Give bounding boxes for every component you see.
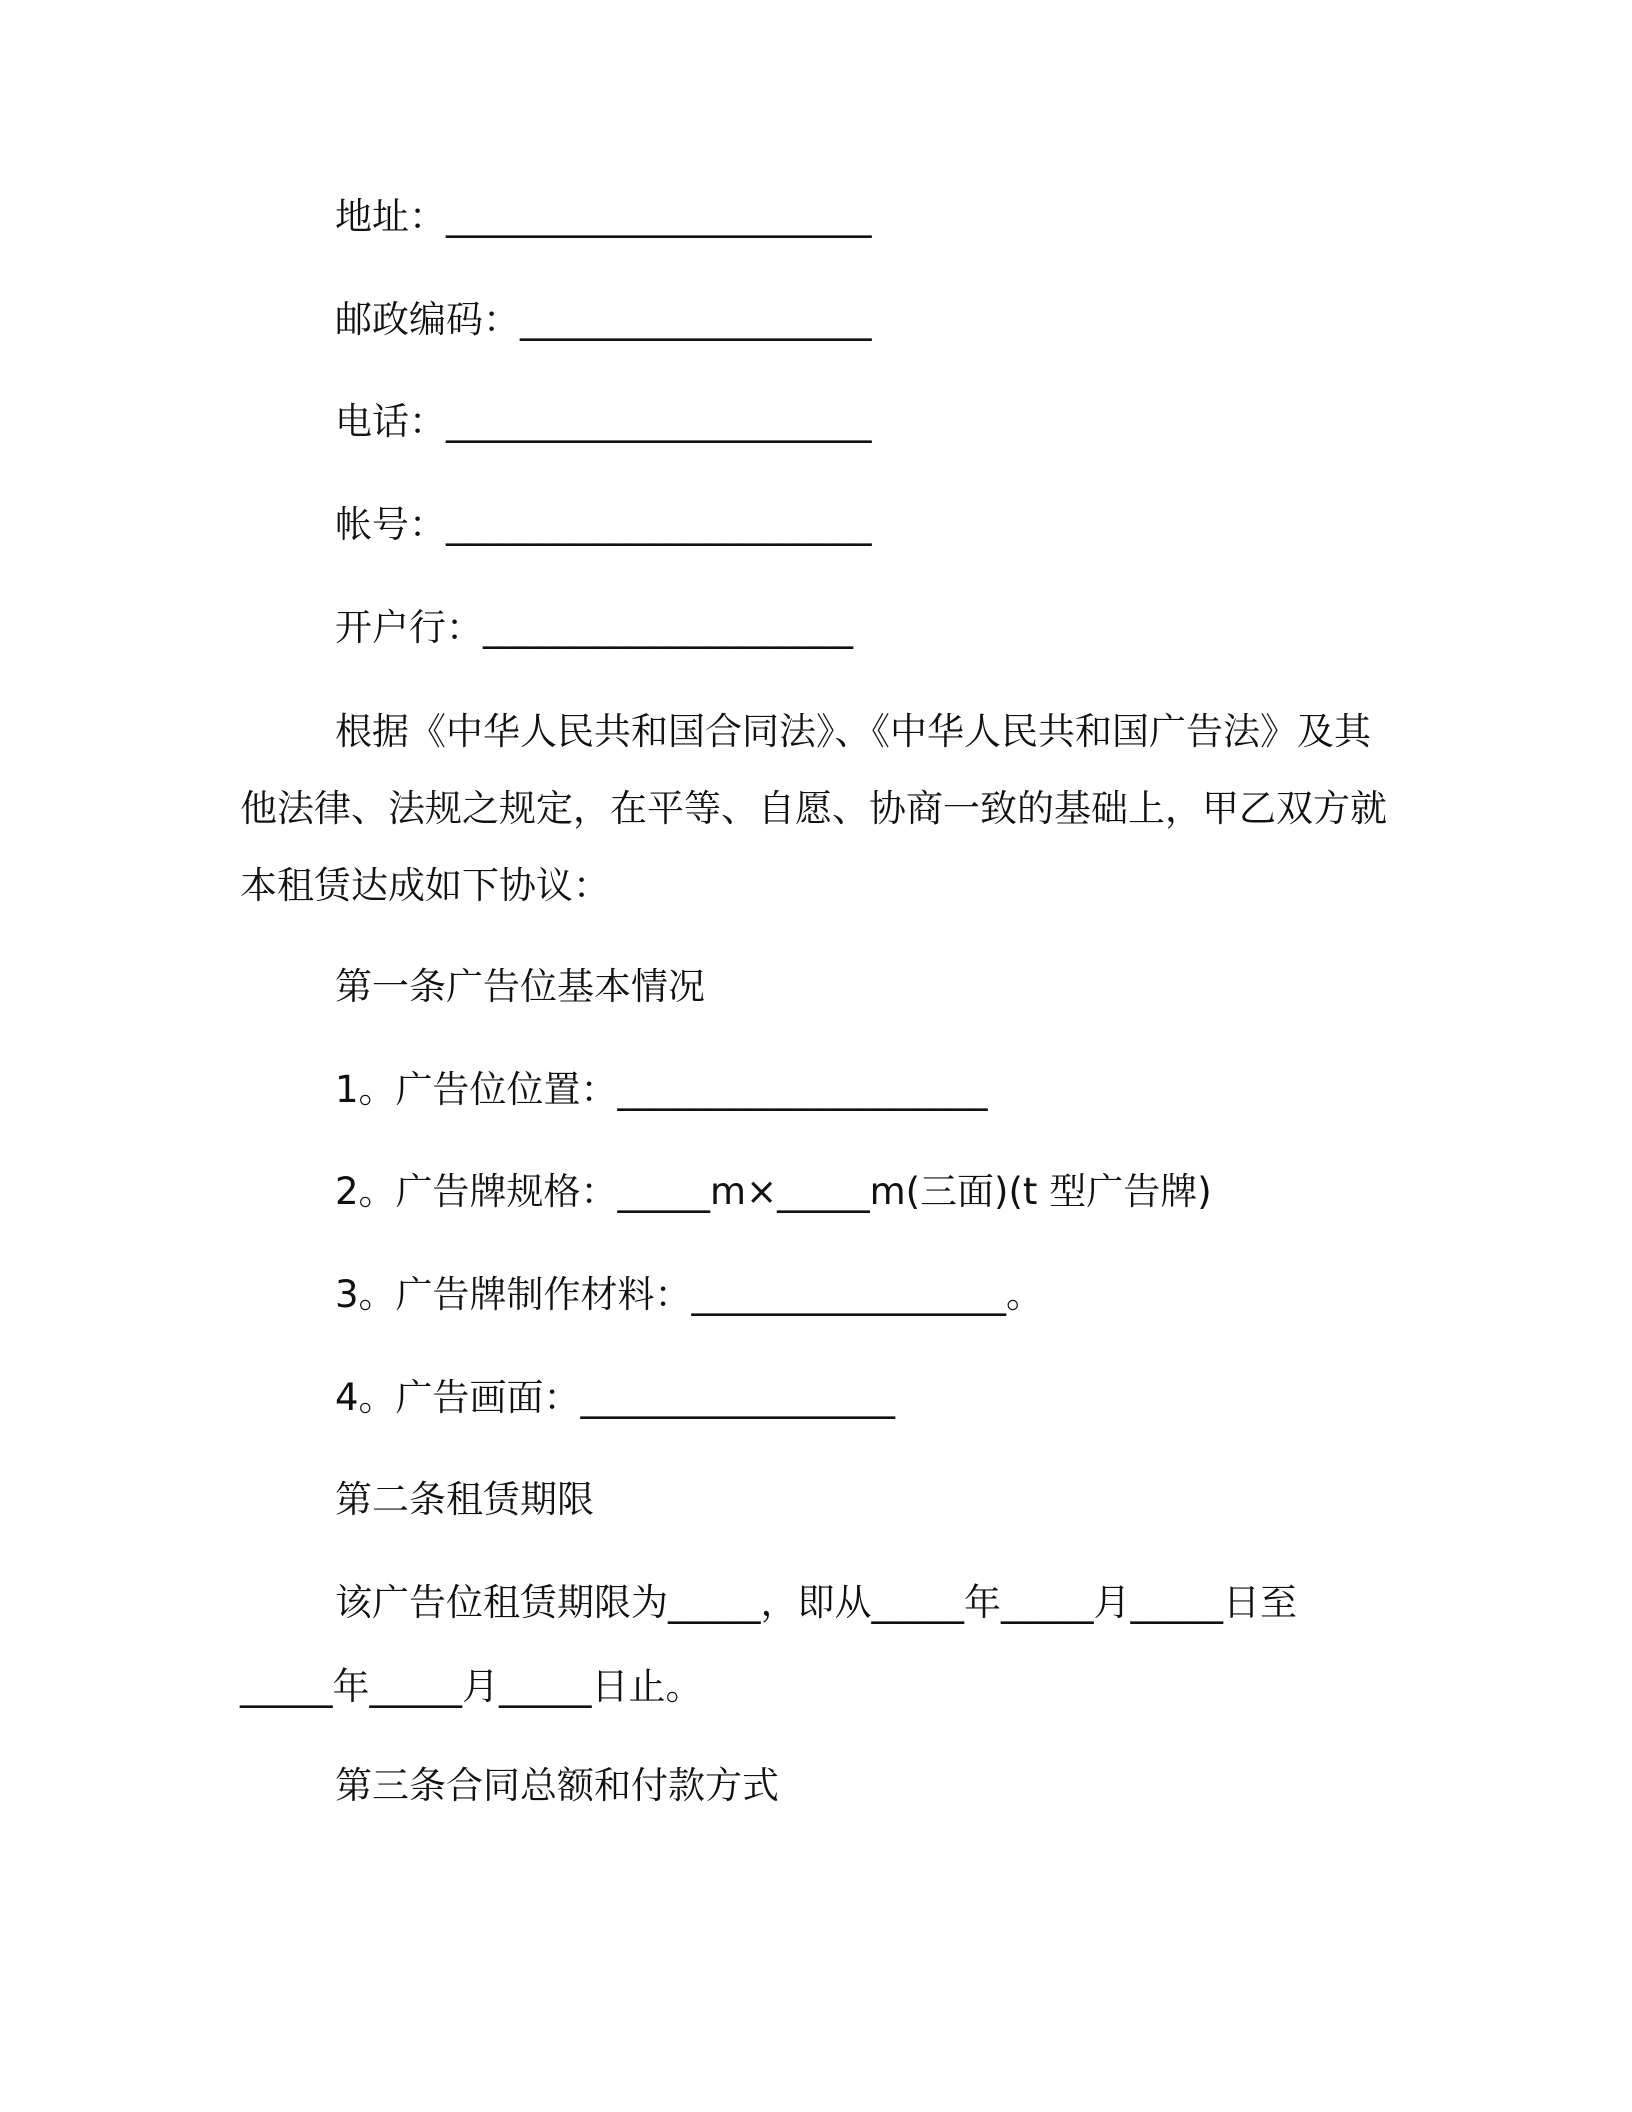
article2-title: 第二条租赁期限 xyxy=(335,1478,594,1521)
address-line: 地址：_______________________ xyxy=(335,195,872,238)
bank-line: 开户行：____________________ xyxy=(335,606,853,649)
item4-line: 4。广告画面：_________________ xyxy=(335,1376,896,1419)
item1-line: 1。广告位位置：____________________ xyxy=(335,1068,988,1111)
article3-title: 第三条合同总额和付款方式 xyxy=(335,1764,779,1807)
term-line-1: 该广告位租赁期限为_____，即从_____年_____月_____日至 xyxy=(335,1581,1297,1624)
term-line-2: _____年_____月_____日止。 xyxy=(240,1665,703,1708)
article1-title: 第一条广告位基本情况 xyxy=(335,965,705,1008)
intro-text: 根据《中华人民共和国合同法》、《中华人民共和国广告法》及其他法律、法规之规定，在平等、自愿、协商一致的基础上，甲乙双方就本租赁达成如下协议： xyxy=(240,710,1387,907)
phone-line: 电话：_______________________ xyxy=(335,400,872,443)
item3-line: 3。广告牌制作材料：_________________。 xyxy=(335,1273,1044,1316)
intro-paragraph xyxy=(240,693,1390,924)
account-line: 帐号：_______________________ xyxy=(335,503,872,546)
postcode-line: 邮政编码：___________________ xyxy=(335,298,872,341)
item2-line: 2。广告牌规格：_____m×_____m(三面)(t 型广告牌) xyxy=(335,1170,1212,1213)
